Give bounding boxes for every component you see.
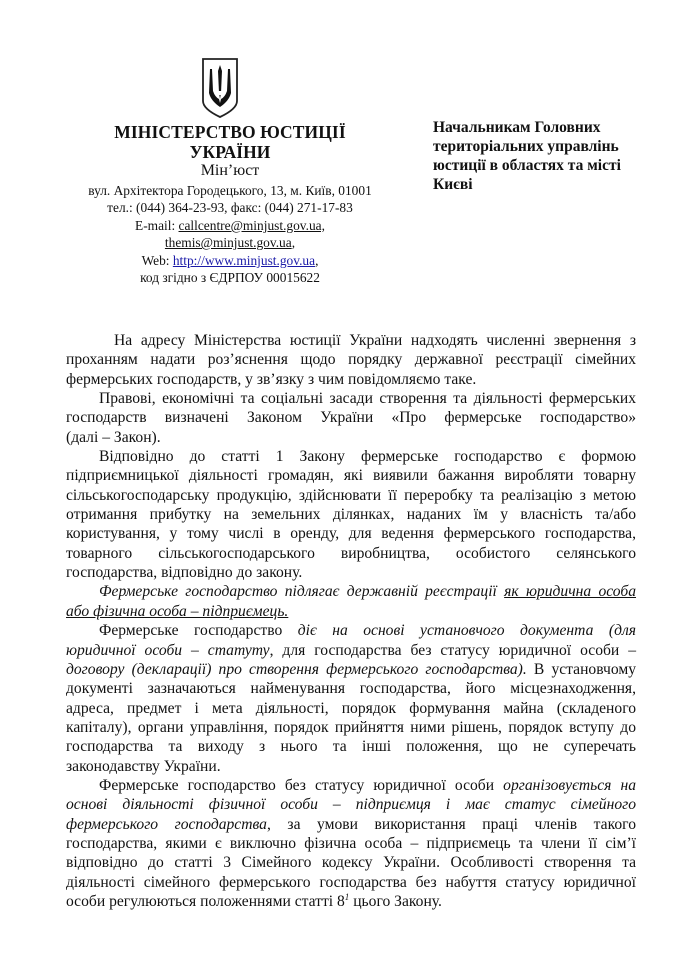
paragraph-definition	[66, 447, 636, 582]
text: цього Закону.	[349, 892, 442, 910]
text-line: господарства та виходу з нього та інші положення, що не суперечать	[66, 738, 636, 756]
text-line: законодавству України.	[66, 757, 221, 775]
ministry-name: МІНІСТЕРСТВО ЮСТИЦІЇ	[114, 122, 346, 142]
italic-text: фермерського господарства	[66, 815, 267, 833]
underlined-text: як юридична особа	[504, 583, 637, 601]
email-line-2	[80, 234, 380, 251]
text-line: капіталу), органи управління, порядок прийняття ними рішень, порядок вступу до	[66, 718, 636, 736]
italic-text: юридичної особи – статуту	[66, 641, 270, 659]
text-line: діяльності сімейного фермерського господарства без набуття статусу юридичної	[66, 873, 636, 891]
edrpou-code: код згідно з ЄДРПОУ 00015622	[140, 270, 320, 286]
text-line	[66, 892, 636, 911]
text-line: (далі – Закон).	[66, 428, 161, 446]
ministry-short-name: Мін’юст	[200, 162, 260, 179]
italic-text: основі діяльності фізичної особи – підприємця і має статус сімейного	[66, 796, 636, 814]
superscript: 1	[344, 891, 350, 902]
web-label: Web:	[141, 252, 173, 268]
text-line	[66, 602, 636, 621]
text-line: господарства, відповідно до закону.	[66, 564, 303, 582]
text-line	[66, 641, 636, 660]
text: особи регулюються положеннями статті 8	[66, 892, 345, 910]
email-line	[80, 217, 380, 234]
italic-text: діє на основі установчого документа (для	[297, 622, 637, 640]
paragraph-founding-document	[66, 621, 636, 776]
text-line	[66, 776, 636, 795]
letter-body	[66, 331, 636, 911]
email-link-callcentre[interactable]: callcentre@minjust.gov.ua,	[178, 217, 325, 233]
coat-of-arms-icon	[201, 57, 239, 119]
paragraph-intro	[66, 331, 636, 389]
contact-block	[80, 182, 380, 286]
text-line: отримання прибутку на земельних ділянках, наданих їм у власність та/або	[66, 506, 636, 524]
text: В установчому	[526, 660, 637, 678]
email2-suffix: ,	[291, 235, 296, 251]
text-line	[66, 815, 636, 834]
text-line: Правові, економічні та соціальні засади створення та діяльності фермерських	[99, 390, 636, 408]
ministry-name-country: УКРАЇНИ	[189, 142, 271, 162]
text: , за умови використання праці членів такого	[266, 815, 636, 833]
italic-text: договору (декларації) про створення фермерського господарства).	[66, 660, 527, 678]
text-line: проханням надати роз’яснення щодо порядку державної реєстрації сімейних	[66, 351, 636, 369]
text-line: господарств визначені Законом України «Про фермерське господарство»	[66, 409, 636, 427]
text-line	[66, 795, 636, 814]
paragraph-family-farm	[66, 776, 636, 911]
text: Фермерське господарство	[99, 622, 298, 640]
text-line	[66, 660, 636, 679]
addressee-line: Начальникам Головних	[433, 119, 601, 136]
text-line: товарного сільськогосподарського виробництва, особистого селянського	[66, 544, 636, 562]
addressee-line: юстиції в областях та місті	[433, 157, 621, 174]
text-line: адреса, предмет і мета діяльності, порядок формування майна (складеного	[66, 699, 636, 717]
text-line	[66, 621, 636, 640]
web-link[interactable]: http://www.minjust.gov.ua	[172, 252, 316, 268]
address: вул. Архітектора Городецького, 13, м. Київ, 01001	[88, 183, 372, 198]
addressee-line: територіальних управлінь	[433, 138, 619, 155]
italic-text: Фермерське господарство підлягає державній реєстрації	[99, 583, 505, 601]
text-line: документі зазначаються найменування господарства, його місцезнаходження,	[66, 680, 636, 698]
phone-fax: тел.: (044) 364-23-93, факс: (044) 271-17-83	[107, 200, 353, 216]
text-line: На адресу Міністерства юстиції України надходять численні звернення з	[114, 332, 636, 349]
underlined-text: або фізична особа – підприємець.	[66, 602, 289, 620]
text: , для господарства без статусу юридичної особи –	[269, 641, 637, 659]
text-line: підприємницької діяльності громадян, які виявили бажання виробляти товарну	[66, 467, 636, 485]
paragraph-legal-basis	[66, 389, 636, 447]
text: Фермерське господарство без статусу юридичної особи	[99, 776, 504, 794]
text-line: користування, у тому числі в оренду, для ведення фермерського господарства,	[66, 525, 636, 543]
paragraph-registration	[66, 582, 636, 621]
addressee-line: Києві	[433, 176, 473, 193]
email-label: E-mail:	[135, 217, 179, 233]
web-suffix: ,	[315, 252, 319, 268]
text-line	[66, 582, 636, 601]
addressee-block	[433, 118, 683, 194]
italic-text: організовується на	[503, 776, 636, 794]
text-line: сільськогосподарську продукцію, здійснювати її переробку та реалізацію з метою	[66, 486, 636, 504]
text-line: відповідно до статті 3 Сімейного кодексу України. Особливості створення та	[66, 854, 636, 872]
email-link-themis[interactable]: themis@minjust.gov.ua	[164, 235, 292, 251]
text-line: Відповідно до статті 1 Закону фермерське господарство є формою	[99, 448, 636, 466]
text-line: фермерських господарств, у зв’язку з чим повідомляємо таке.	[66, 370, 477, 388]
text-line: господарства, якими є виключно фізична особа – підприємець та члени її сім’ї	[66, 834, 636, 852]
web-line	[80, 252, 380, 269]
